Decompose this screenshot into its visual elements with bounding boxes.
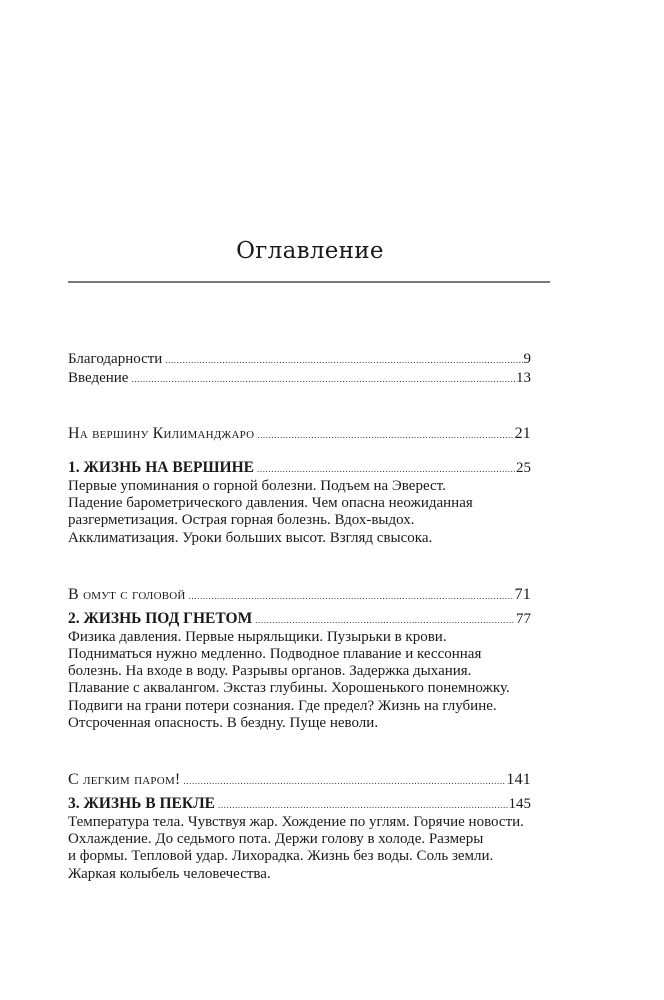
- dot-leader: [218, 796, 508, 814]
- description-line: Падение барометрического давления. Чем опасна неожиданная: [68, 495, 473, 512]
- toc-part-3[interactable]: [68, 771, 531, 790]
- description-line: Отсроченная опасность. В бездну. Пуще неволи.: [68, 714, 379, 731]
- chapter-label: 2. ЖИЗНЬ ПОД ГНЕТОМ: [68, 609, 253, 627]
- toc-chapter-1[interactable]: [68, 459, 531, 478]
- page-title: Оглавление: [236, 238, 384, 264]
- description-line: Первые упоминания о горной болезни. Подъем на Эверест.: [68, 478, 446, 494]
- description-line: Акклиматизация. Уроки больших высот. Взгляд свысока.: [68, 529, 433, 546]
- part-page-number: 71: [514, 585, 531, 603]
- chapter-3-description: [68, 814, 558, 883]
- description-line: и формы. Тепловой удар. Лихорадка. Жизнь без воды. Соль земли.: [68, 848, 494, 865]
- dot-leader: [131, 370, 515, 388]
- toc-entry-acknowledgements[interactable]: [68, 350, 531, 369]
- chapter-page-number: 145: [508, 796, 531, 813]
- entry-page-number: 9: [523, 351, 531, 367]
- chapter-1-description: [68, 478, 558, 547]
- chapter-label: 1. ЖИЗНЬ НА ВЕРШИНЕ: [68, 459, 254, 476]
- entry-label: Введение: [68, 370, 129, 386]
- chapter-page-number: 25: [516, 460, 531, 476]
- description-line: разгерметизация. Острая горная болезнь. Вдох-выдох.: [68, 512, 415, 529]
- table-of-contents: [68, 350, 531, 883]
- description-line: Подвиги на грани потери сознания. Где предел? Жизнь на глубине.: [68, 697, 497, 714]
- description-line: Температура тела. Чувствуя жар. Хождение по углям. Горячие новости.: [68, 814, 524, 831]
- entry-label: Благодарности: [68, 351, 163, 367]
- description-line: Подниматься нужно медленно. Подводное плавание и кессонная: [68, 646, 482, 663]
- dot-leader: [165, 351, 522, 369]
- description-line: Жаркая колыбель человечества.: [68, 865, 271, 882]
- description-line: Плавание с аквалангом. Экстаз глубины. Хорошенького понемножку.: [68, 680, 510, 697]
- chapter-label: 3. ЖИЗНЬ В ПЕКЛЕ: [68, 795, 215, 813]
- dot-leader: [257, 460, 515, 478]
- toc-chapter-2[interactable]: [68, 610, 531, 629]
- description-line: Физика давления. Первые ныряльщики. Пузырьки в крови.: [68, 628, 447, 645]
- toc-entry-introduction[interactable]: [68, 369, 531, 388]
- toc-part-1[interactable]: [68, 425, 531, 444]
- description-line: Охлаждение. До седьмого пота. Держи голову в холоде. Размеры: [68, 831, 484, 848]
- part-label: В омут с головой: [68, 585, 186, 603]
- part-label: С легким паром!: [68, 771, 181, 789]
- dot-leader: [257, 426, 513, 444]
- description-line: болезнь. На входе в воду. Разрывы органов. Задержка дыхания.: [68, 663, 472, 680]
- toc-part-2[interactable]: [68, 586, 531, 605]
- chapter-page-number: 77: [516, 610, 531, 627]
- title-divider: [68, 281, 550, 283]
- toc-chapter-3[interactable]: [68, 795, 531, 814]
- dot-leader: [189, 587, 514, 605]
- part-page-number: 141: [506, 771, 531, 789]
- chapter-2-description: [68, 629, 558, 732]
- part-label: На вершину Килиманджаро: [68, 425, 255, 442]
- entry-page-number: 13: [516, 370, 531, 386]
- dot-leader: [255, 611, 515, 629]
- dot-leader: [183, 772, 505, 790]
- part-page-number: 21: [514, 425, 531, 442]
